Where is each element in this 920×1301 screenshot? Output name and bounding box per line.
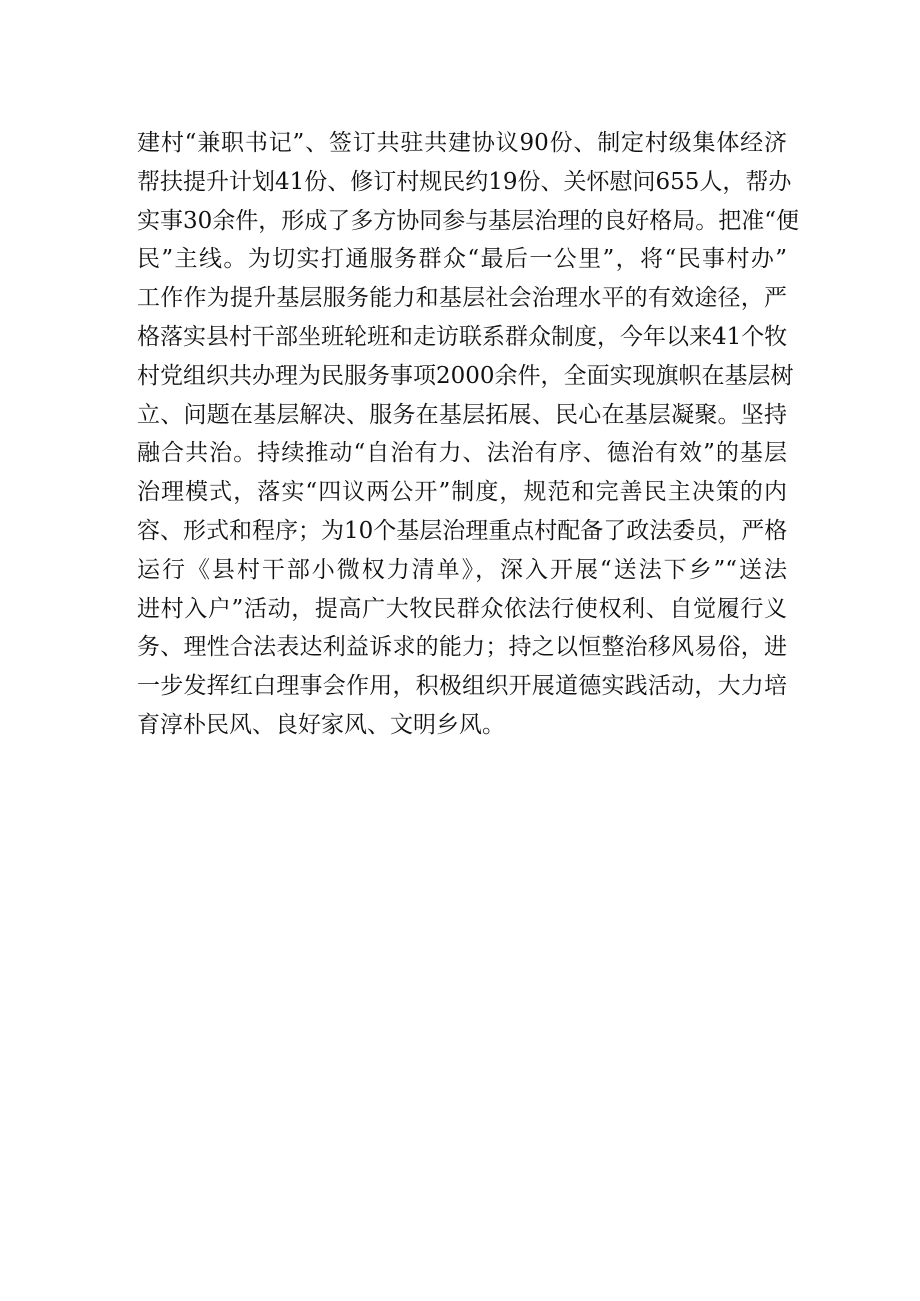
text-line: 立、问题在基层解决、服务在基层拓展、民心在基层凝聚。坚持 (137, 401, 787, 428)
text-line: 治理模式，落实“四议两公开”制度，规范和完善民主决策的内 (137, 479, 787, 506)
text-line: 建村“兼职书记”、签订共驻共建协议90份、制定村级集体经济 (137, 130, 787, 156)
text-line: 运行《县村干部小微权力清单》，深入开展“送法下乡”“送法 (137, 556, 787, 583)
text-line: 务、理性合法表达利益诉求的能力；持之以恒整治移风易俗，进 (137, 634, 787, 661)
text-line: 进村入户”活动，提高广大牧民群众依法行使权利、自觉履行义 (137, 595, 787, 622)
text-line: 容、形式和程序；为10个基层治理重点村配备了政法委员，严格 (137, 517, 788, 544)
text-line: 帮扶提升计划41份、修订村规民约19份、关怀慰问655人，帮办 (137, 168, 792, 195)
text-line: 村党组织共办理为民服务事项2000余件，全面实现旗帜在基层树 (137, 362, 794, 389)
text-line: 融合共治。持续推动“自治有力、法治有序、德治有效”的基层 (137, 440, 787, 467)
text-line: 工作作为提升基层服务能力和基层社会治理水平的有效途径，严 (137, 285, 787, 312)
text-line: 实事30余件，形成了多方协同参与基层治理的良好格局。把准“便 (137, 207, 800, 234)
text-line: 一步发挥红白理事会作用，积极组织开展道德实践活动，大力培 (137, 673, 787, 700)
text-line: 格落实县村干部坐班轮班和走访联系群众制度，今年以来41个牧 (137, 323, 788, 350)
text-line: 育淳朴民风、良好家风、文明乡风。 (137, 711, 505, 738)
body-paragraph (137, 124, 800, 745)
text-line: 民”主线。为切实打通服务群众“最后一公里”，将“民事村办” (137, 246, 787, 273)
